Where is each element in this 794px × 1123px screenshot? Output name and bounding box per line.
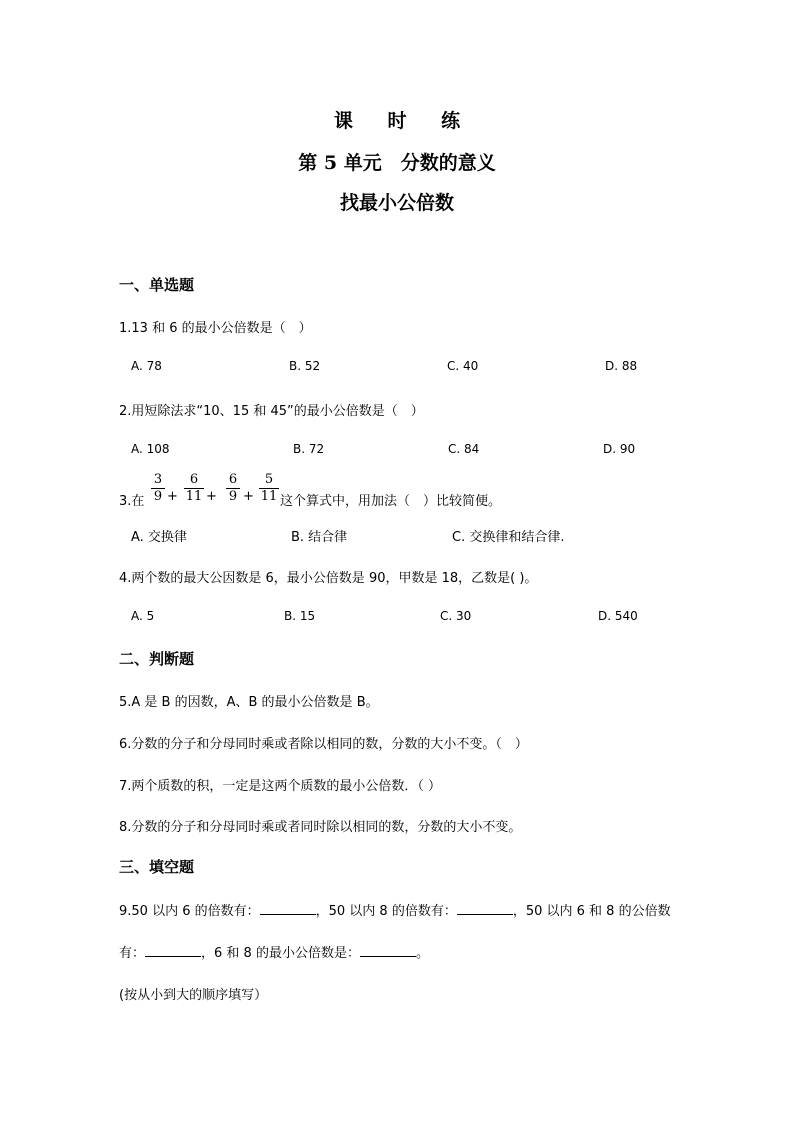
q2-option-d: D. 90 <box>603 442 636 456</box>
section-single-choice: 一、单选题 <box>119 276 195 294</box>
q9-text-2: ，50 以内 8 的倍数有： <box>315 904 457 919</box>
answer-blank[interactable] <box>260 903 316 915</box>
q3-fraction-4 <box>259 472 279 505</box>
answer-blank[interactable] <box>145 945 201 957</box>
q3-option-a: A. 交换律 <box>131 530 187 545</box>
section-true-false: 二、判断题 <box>119 650 195 668</box>
question-2: 2.用短除法求“10、15 和 45”的最小公倍数是（ ） <box>119 404 424 419</box>
fraction-numerator: 6 <box>226 472 240 489</box>
question-1: 1.13 和 6 的最小公倍数是（ ） <box>119 321 312 336</box>
plus-sign: + <box>206 489 217 504</box>
q9-text-1: 9.50 以内 6 的倍数有： <box>119 904 260 919</box>
question-4: 4.两个数的最大公因数是 6，最小公倍数是 90，甲数是 18，乙数是( )。 <box>119 571 538 586</box>
q3-fraction-1 <box>151 472 165 505</box>
q4-option-b: B. 15 <box>284 609 316 623</box>
plus-sign: + <box>167 489 178 504</box>
q1-option-b: B. 52 <box>289 359 321 373</box>
q9-text-3: ，50 以内 6 和 8 的公倍数 <box>512 904 671 919</box>
topic-title: 找最小公倍数 <box>339 192 454 214</box>
doc-title: 课 时 练 <box>333 110 475 132</box>
q2-option-b: B. 72 <box>293 442 325 456</box>
q9-text-5: ，6 和 8 的最小公倍数是： <box>201 946 360 961</box>
fraction-denominator: 9 <box>153 489 163 504</box>
question-9-line-2 <box>119 942 429 961</box>
q4-option-d: D. 540 <box>598 609 638 623</box>
fraction-denominator: 11 <box>185 489 203 504</box>
q2-option-a: A. 108 <box>131 442 170 456</box>
question-7: 7.两个质数的积，一定是这两个质数的最小公倍数．（ ） <box>119 779 442 794</box>
q3-option-c: C. 交换律和结合律. <box>452 530 565 545</box>
unit-title: 第 5 单元 分数的意义 <box>298 152 496 174</box>
question-8: 8.分数的分子和分母同时乘或者同时除以相同的数，分数的大小不变。 <box>119 820 522 835</box>
answer-blank[interactable] <box>360 945 416 957</box>
question-9-note: (按从小到大的顺序填写） <box>119 988 268 1003</box>
question-5: 5.A 是 B 的因数，A、B 的最小公倍数是 B。 <box>119 695 379 710</box>
q4-option-c: C. 30 <box>440 609 472 623</box>
q3-fraction-3 <box>226 472 240 505</box>
fraction-denominator: 9 <box>228 489 238 504</box>
q4-option-a: A. 5 <box>131 609 155 623</box>
q9-text-4: 有： <box>119 946 146 961</box>
q3-option-b: B. 结合律 <box>291 530 348 545</box>
question-3-suffix: 这个算式中，用加法（ ）比较简便。 <box>280 494 502 509</box>
q1-option-c: C. 40 <box>447 359 479 373</box>
plus-sign: + <box>243 489 254 504</box>
q2-option-c: C. 84 <box>448 442 480 456</box>
q1-option-d: D. 88 <box>605 359 638 373</box>
question-9-line-1 <box>119 900 671 919</box>
fraction-numerator: 3 <box>151 472 165 489</box>
section-fill-blank: 三、填空题 <box>119 858 195 876</box>
fraction-denominator: 11 <box>260 489 278 504</box>
fraction-numerator: 5 <box>259 472 279 489</box>
question-3-prefix: 3.在 <box>119 494 145 509</box>
answer-blank[interactable] <box>457 903 513 915</box>
q3-fraction-2 <box>184 472 204 505</box>
q1-option-a: A. 78 <box>131 359 162 373</box>
question-6: 6.分数的分子和分母同时乘或者除以相同的数，分数的大小不变。（ ） <box>119 737 528 752</box>
fraction-numerator: 6 <box>184 472 204 489</box>
q9-text-6: 。 <box>415 946 429 961</box>
